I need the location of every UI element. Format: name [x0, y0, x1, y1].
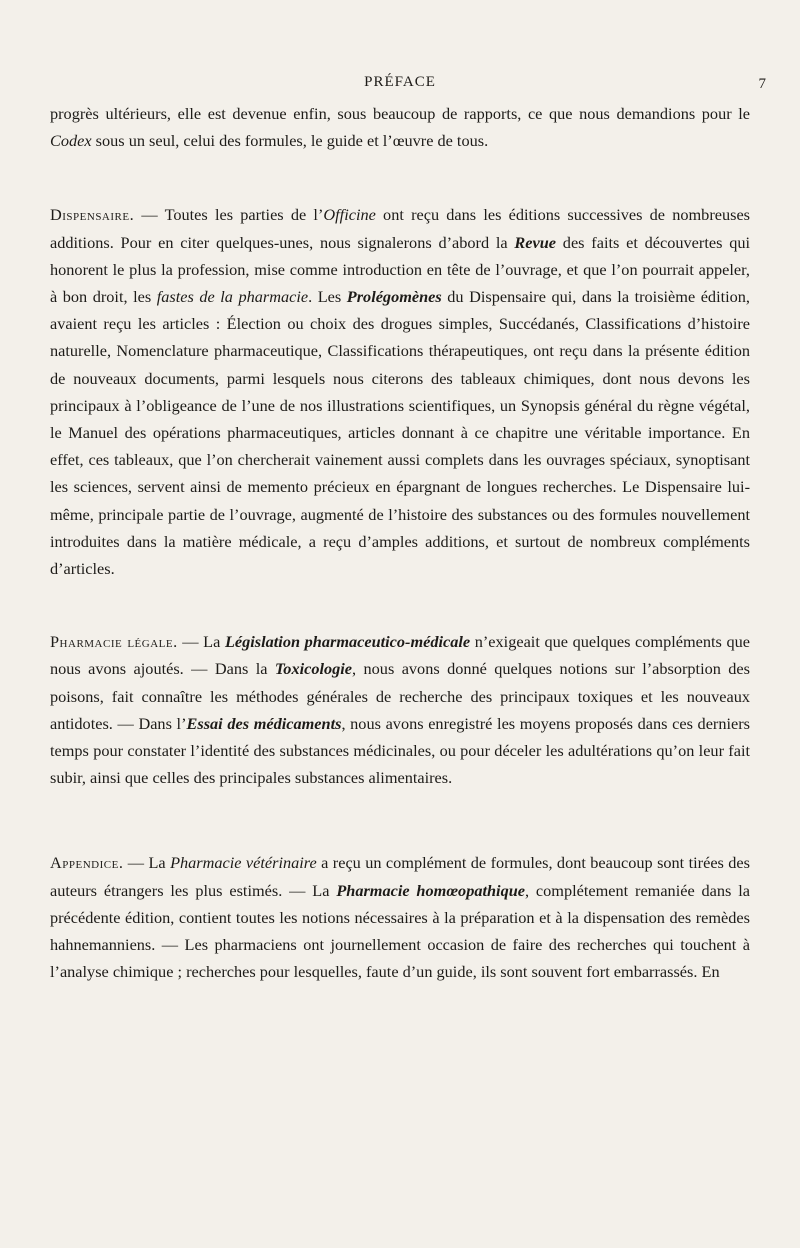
pl-legislation: Législation pharmaceutico-médicale — [224, 632, 471, 652]
disp-prolegomenes: Prolégomènes — [346, 287, 442, 307]
paragraph-appendice — [50, 849, 750, 985]
intro-text-1: progrès ultérieurs, elle est devenue enfin, sous beaucoup de rapports, ce que nous demandions pour le — [50, 104, 750, 123]
app-pharmacie-veterinaire: Pharmacie vétérinaire — [170, 853, 317, 873]
pl-essai: Essai des médicaments — [186, 713, 342, 733]
paragraph-pharmacie-legale — [50, 628, 750, 791]
section-heading-appendice: Appendice. — [50, 853, 124, 873]
pl-text-2: n’exigeait que quelques compléments que nous avons ajoutés. — Dans la — [50, 632, 750, 679]
paragraph-intro — [50, 100, 750, 154]
paragraph-dispensaire — [50, 201, 750, 582]
disp-fastes: fastes de la pharmacie — [156, 287, 309, 307]
disp-revue: Revue — [514, 232, 557, 252]
pl-text-1: — La — [177, 632, 225, 652]
page-number: 7 — [758, 76, 766, 92]
body-text — [50, 100, 750, 985]
app-text-2: a reçu un complément de formules, dont beaucoup sont tirées des auteurs étrangers les plus estimés. — La — [50, 853, 750, 900]
disp-text-2: ont reçu dans les éditions successives de nombreuses additions. Pour en citer quelques-unes, nous signalerons d’abord la — [50, 205, 751, 252]
pl-text-3: , nous avons donné quelques notions sur l’absorption des poisons, fait connaître les méthodes générales de recherche des principaux toxiques et les nouveaux antidotes. — Dans l’ — [50, 659, 750, 733]
disp-text-1: — Toutes les parties de l’ — [134, 205, 324, 225]
pl-text-4: , nous avons enregistré les moyens proposés dans ces derniers temps pour constater l’identité des substances médicinales, ou pour déceler les adultérations qu’on leur fait subir, ainsi que celles des principales substances alimentaires. — [50, 713, 750, 788]
page-header — [0, 74, 800, 96]
app-text-1: — La — [123, 853, 171, 873]
section-heading-pharmacie-legale: Pharmacie légale. — [50, 632, 178, 652]
running-head: PRÉFACE — [364, 74, 436, 90]
disp-officine: Officine — [323, 205, 376, 225]
disp-text-4: . Les — [308, 287, 347, 307]
intro-text-2: sous un seul, celui des formules, le guide et l’œuvre de tous. — [91, 131, 489, 151]
app-text-3: , complétement remaniée dans la précédente édition, contient toutes les notions nécessaires à la préparation et à la dispensation des remèdes hahnemanniens. — Les pharmaciens ont journellement occasion de faire des recherches qui touchent à l’analyse chimique ; recherches pour lesquelles, faute d’un guide, ils sont souvent fort embarrassés. En — [50, 880, 750, 982]
intro-codex: Codex — [50, 131, 92, 151]
app-pharmacie-homoeopathique: Pharmacie homœopathique — [336, 880, 525, 900]
disp-text-3: des faits et découvertes qui honorent le plus la profession, mise comme introduction en tête de l’ouvrage, et que l’on pourrait appeler, à bon droit, les — [50, 232, 750, 307]
section-heading-dispensaire: Dispensaire. — [50, 205, 135, 225]
pl-toxicologie: Toxicologie — [274, 659, 353, 679]
disp-text-5: du Dispensaire qui, dans la troisième édition, avaient reçu les articles : Élection ou choix des drogues simples, Succédanés, Classifications d’histoire naturelle, Nomenclature pharmaceutique, Classifications thérapeutiques, ont reçu dans la présente édition de nouveaux documents, parmi lesquels nous citerons des tableaux chimiques, dont nous devons les principaux à l’obligeance de l’une de nos illustrations scientifiques, un Synopsis général du règne végétal, le Manuel des opérations pharmaceutiques, articles donnant à ce chapitre une véritable importance. En effet, ces tableaux, que l’on chercherait vainement aussi complets dans les ouvrages spéciaux, synoptisant les sciences, servent ainsi de memento précieux en épargnant de longues recherches. Le Dispensaire lui-même, principale partie de l’ouvrage, augmenté de l’histoire des substances ou des formules nouvellement introduites dans la matière médicale, a reçu d’amples additions, et surtout de nombreux compléments d’articles. — [50, 287, 750, 579]
